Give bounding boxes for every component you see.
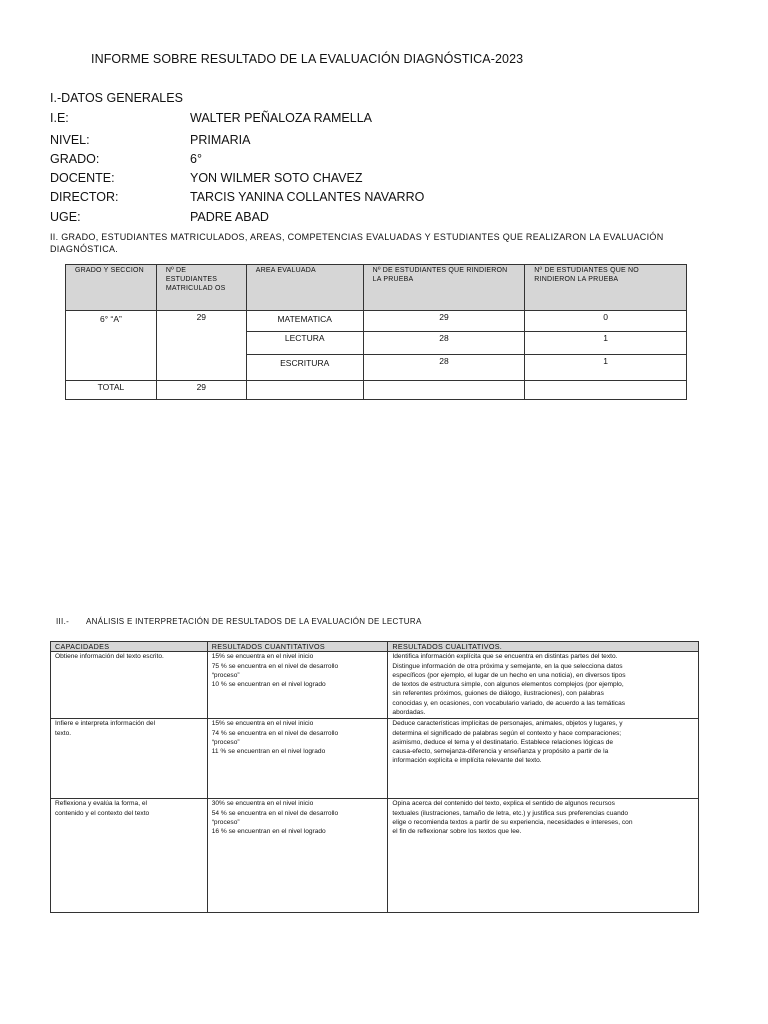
took-cell: 29: [363, 311, 525, 332]
analysis-header-row: [51, 642, 699, 652]
table-row: [51, 719, 699, 799]
qualitative-cell: [388, 799, 699, 913]
qualitative-line: Deduce características implícitas de personajes, animales, objetos y lugares, y: [392, 720, 623, 728]
qualitative-cell: [388, 719, 699, 799]
capacity-cell: [51, 799, 208, 913]
area-cell: ESCRITURA: [246, 355, 363, 381]
took-cell: 28: [363, 332, 525, 355]
quantitative-line: “proceso”: [211, 738, 240, 746]
qualitative-line: causa-efecto, semejanza-diferencia y enseñanza y propósito a partir de la: [392, 748, 609, 756]
ie-value: WALTER PEÑALOZA RAMELLA: [190, 111, 372, 125]
header-area: AREA EVALUADA: [246, 265, 363, 311]
enrolled-cell: 29: [156, 311, 246, 381]
qualitative-line: específicos (por ejemplo, el lugar de un hecho en una noticia), en diversos tipos: [392, 671, 626, 679]
qualitative-line: determina el significado de palabras según el contexto y hace comparaciones;: [392, 729, 622, 737]
general-data-heading: I.-DATOS GENERALES: [50, 91, 183, 105]
not-took-cell: 0: [525, 311, 687, 332]
teacher-value: YON WILMER SOTO CHAVEZ: [190, 171, 363, 185]
header-took-test: Nº DE ESTUDIANTES QUE RINDIERON LA PRUEBA: [363, 265, 525, 311]
director-label: DIRECTOR:: [50, 190, 119, 204]
empty-cell: [525, 381, 687, 400]
quantitative-line: 15% se encuentra en el nivel inicio: [211, 720, 314, 728]
section3-number: III.-: [56, 617, 70, 626]
table-row: [66, 311, 687, 332]
qualitative-line: elige o recomienda textos a partir de su experiencia, necesidades e intereses, con: [392, 818, 633, 826]
enrollment-table: [65, 264, 687, 400]
ie-label: I.E:: [50, 111, 69, 125]
capacity-line: contenido y el contexto del texto: [55, 809, 150, 817]
qualitative-line: Opina acerca del contenido del texto, explica el sentido de algunos recursos: [392, 800, 615, 808]
area-cell: MATEMATICA: [246, 311, 363, 332]
quantitative-line: 74 % se encuentra en el nivel de desarrollo: [211, 729, 339, 737]
capacity-cell: [51, 719, 208, 799]
qualitative-line: Identifica información explícita que se encuentra en distintas partes del texto.: [392, 653, 618, 661]
quantitative-line: 11 % se encuentran en el nivel logrado: [211, 748, 326, 756]
qualitative-line: abordadas.: [392, 709, 426, 717]
qualitative-line: Distingue información de otra próxima y semejante, en la que selecciona datos: [392, 662, 623, 670]
quantitative-cell: [207, 719, 388, 799]
section3-heading: [56, 617, 422, 626]
teacher-label: DOCENTE:: [50, 171, 115, 185]
table-row: [51, 652, 699, 719]
header-quantitative: RESULTADOS CUANTITATIVOS: [207, 642, 388, 652]
not-took-cell: 1: [525, 332, 687, 355]
uge-label: UGE:: [50, 210, 81, 224]
header-enrolled: Nº DE ESTUDIANTES MATRICULAD OS: [156, 265, 246, 311]
uge-value: PADRE ABAD: [190, 210, 269, 224]
header-qualitative: RESULTADOS CUALITATIVOS.: [388, 642, 699, 652]
qualitative-line: información explícita e implícita relevante del texto.: [392, 757, 542, 765]
capacity-line: texto.: [55, 729, 72, 737]
enrollment-header-row: [66, 265, 687, 311]
capacity-line: Infiere e interpreta información del: [55, 720, 156, 728]
qualitative-line: textuales (ilustraciones, tamaño de letra, etc.) y justifica sus preferencias cuando: [392, 809, 629, 817]
header-not-took-test: Nº DE ESTUDIANTES QUE NO RINDIERON LA PRUEBA: [525, 265, 687, 311]
qualitative-line: de textos de estructura simple, con algunos elementos complejos (por ejemplo,: [392, 681, 624, 689]
section2-heading: II. GRADO, ESTUDIANTES MATRICULADOS, AREAS, COMPETENCIAS EVALUADAS Y ESTUDIANTES QUE REALIZARON LA EVALUACIÓN DIAGNÓSTICA.: [50, 232, 664, 254]
quantitative-line: 16 % se encuentran en el nivel logrado: [211, 828, 326, 836]
director-value: TARCIS YANINA COLLANTES NAVARRO: [190, 190, 425, 204]
quantitative-line: “proceso”: [211, 818, 240, 826]
level-value: PRIMARIA: [190, 133, 251, 147]
quantitative-line: 54 % se encuentra en el nivel de desarrollo: [211, 809, 339, 817]
quantitative-line: 15% se encuentra en el nivel inicio: [211, 653, 314, 661]
qualitative-cell: [388, 652, 699, 719]
header-grade-section: GRADO Y SECCION: [66, 265, 157, 311]
level-label: NIVEL:: [50, 133, 90, 147]
capacity-line: Obtiene información del texto escrito.: [55, 653, 164, 661]
document-title: INFORME SOBRE RESULTADO DE LA EVALUACIÓN DIAGNÓSTICA-2023: [91, 52, 524, 66]
total-label: TOTAL: [66, 381, 157, 400]
reading-analysis-table: [50, 641, 699, 913]
capacity-cell: [51, 652, 208, 719]
section3-title: ANÁLISIS E INTERPRETACIÓN DE RESULTADOS DE LA EVALUACIÓN DE LECTURA: [86, 617, 422, 626]
not-took-cell: 1: [525, 355, 687, 381]
header-capacities: CAPACIDADES: [51, 642, 208, 652]
quantitative-line: 10 % se encuentran en el nivel logrado: [211, 681, 326, 689]
grade-value: 6°: [190, 152, 202, 166]
table-row: [51, 799, 699, 913]
quantitative-line: 75 % se encuentra en el nivel de desarrollo: [211, 662, 339, 670]
qualitative-line: sin referentes próximos, guiones de diálogo, ilustraciones), con palabras: [392, 690, 604, 698]
quantitative-line: 30% se encuentra en el nivel inicio: [211, 800, 314, 808]
qualitative-line: conocidas y, en ocasiones, con vocabulario variado, de acuerdo a las temáticas: [392, 699, 626, 707]
qualitative-line: asimismo, deduce el tema y el destinatario. Establece relaciones lógicas de: [392, 738, 614, 746]
quantitative-line: “proceso”: [211, 671, 240, 679]
total-row: [66, 381, 687, 400]
quantitative-cell: [207, 799, 388, 913]
empty-cell: [363, 381, 525, 400]
quantitative-cell: [207, 652, 388, 719]
grade-label: GRADO:: [50, 152, 100, 166]
qualitative-line: el fin de reflexionar sobre los textos que lee.: [392, 828, 522, 836]
area-cell: LECTURA: [246, 332, 363, 355]
took-cell: 28: [363, 355, 525, 381]
empty-cell: [246, 381, 363, 400]
total-enrolled: 29: [156, 381, 246, 400]
capacity-line: Reflexiona y evalúa la forma, el: [55, 800, 147, 808]
grade-cell: 6° “A”: [66, 311, 157, 381]
